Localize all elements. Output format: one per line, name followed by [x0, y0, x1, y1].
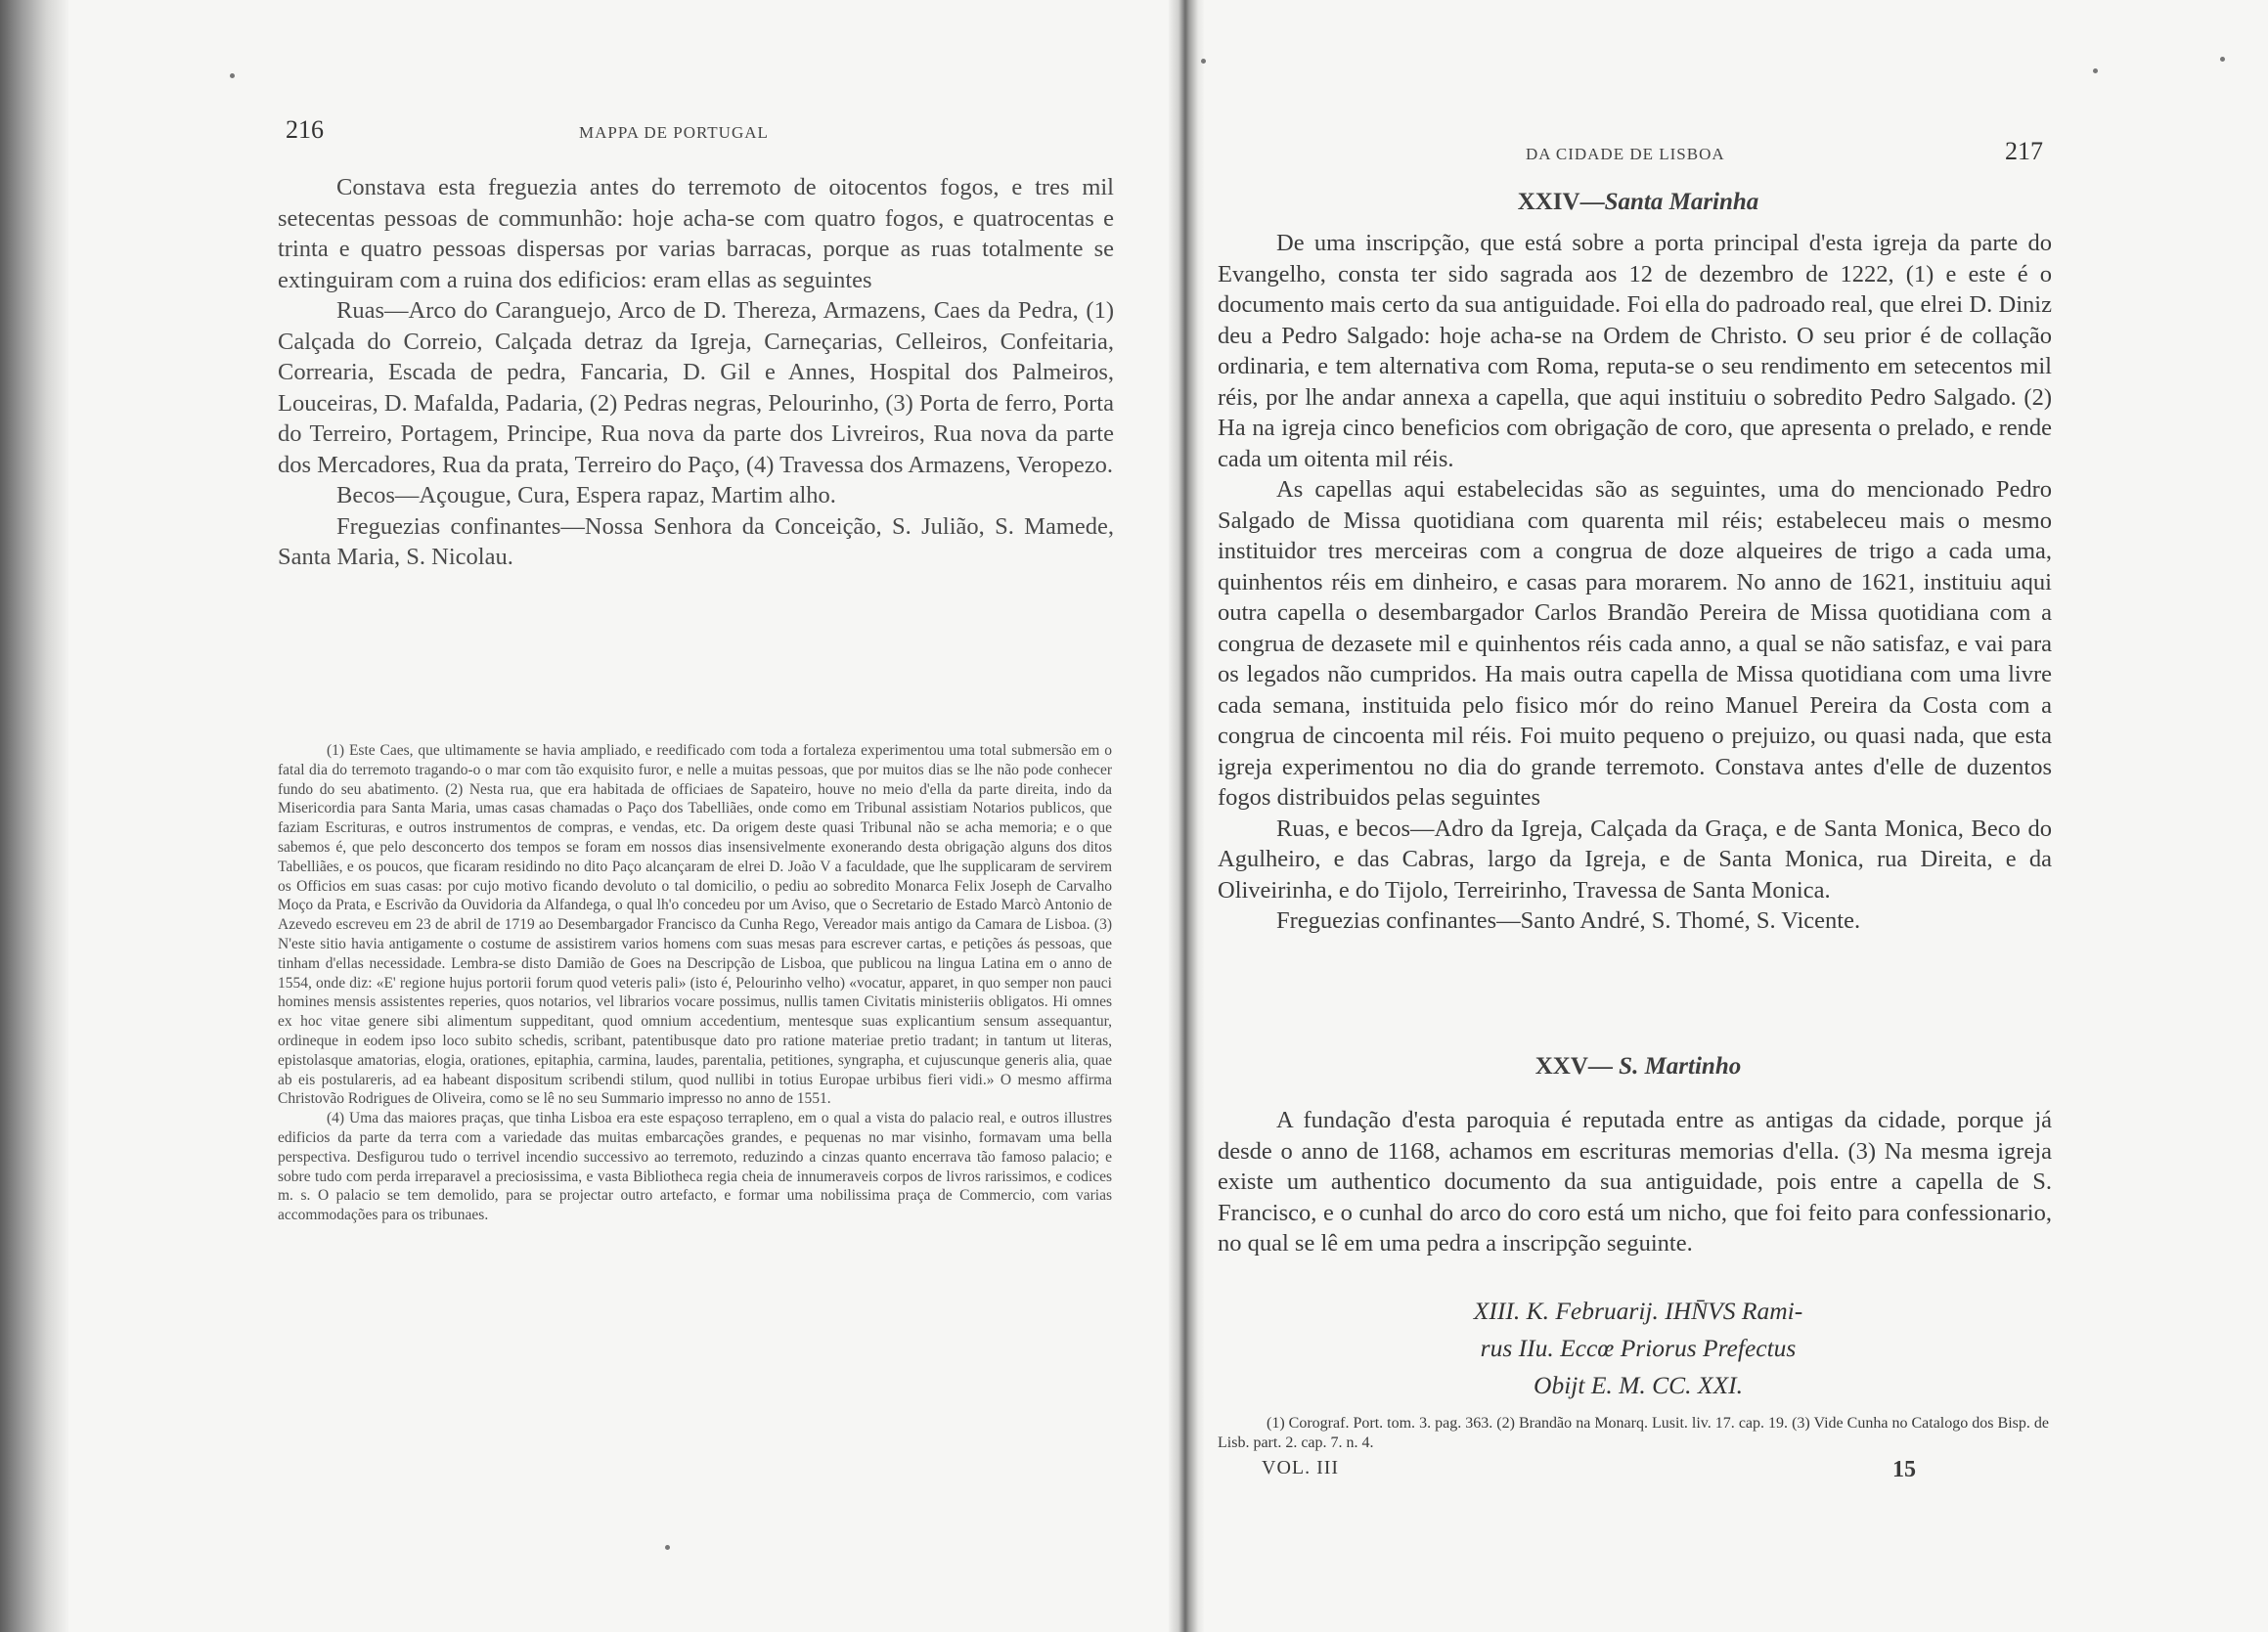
inscription-line: Obijt E. M. CC. XXI. — [1534, 1371, 1743, 1399]
section-name: Santa Marinha — [1604, 189, 1759, 215]
page-number-left: 216 — [286, 115, 324, 144]
inscription-line: rus IIu. Eccœ Priorus Prefectus — [1480, 1334, 1797, 1362]
section-numeral: XXIV— — [1517, 189, 1605, 215]
paragraph: Becos—Açougue, Cura, Espera rapaz, Martim alho. — [336, 482, 836, 508]
scan-shadow-left — [0, 0, 68, 1632]
left-body-text — [278, 172, 1114, 573]
right-footnotes — [1218, 1414, 2049, 1453]
paragraph: Ruas—Arco do Caranguejo, Arco de D. Thereza, Armazens, Caes da Pedra, (1) Calçada do Correio, Calçada detraz da Igreja, Carneçarias, Celleiros, Confeitaria, Correaria, Escada de pedra, Fancaria, D. Gil e Annes, Hospital dos Palmeiros, Louceiras, D. Mafalda, Padaria, (2) Pedras negras, Pelourinho, (3) Porta de ferro, Porta do Terreiro, Portagem, Principe, Rua nova da parte dos Livreiros, Rua nova da parte dos Mercadores, Rua da prata, Terreiro do Paço, (4) Travessa dos Armazens, Veropezo. — [278, 297, 1114, 478]
footnote: (1) Corograf. Port. tom. 3. pag. 363. (2) Brandão na Monarq. Lusit. liv. 17. cap. 19. (3) Vide Cunha no Catalogo dos Bisp. de Lisb. part. 2. cap. 7. n. 4. — [1218, 1415, 2049, 1451]
inscription-line: XIII. K. Februarij. IHN̄VS Rami- — [1473, 1297, 1803, 1325]
paragraph: Freguezias confinantes—Santo André, S. Thomé, S. Vicente. — [1276, 907, 1861, 934]
paragraph: As capellas aqui estabelecidas são as seguintes, uma do mencionado Pedro Salgado de Missa quotidiana com quarenta mil réis; estabeleceu mais o mesmo instituidor tres merceiras com a congrua de doze alqueires de trigo a cada uma, quinhentos réis em dinheiro, e casas para morarem. No anno de 1621, instituiu aqui outra capella o desembargador Carlos Brandão Pereira de Missa quotidiana com a congrua de dezasete mil e quinhentos réis cada anno, a qual se não satisfaz, e vai para os legados não cumpridos. Ha mais outra capella de Missa quotidiana com uma livre cada semana, instituida pelo fisico mór do reino Manuel Pereira da Costa com a congrua de cincoenta mil réis. Foi muito pequeno o prejuizo, ou quasi nada, que esta igreja experimentou no dia do grande terremoto. Constava antes d'elle de duzentos fogos distribuidos pelas seguintes — [1218, 476, 2052, 811]
page-number-right: 217 — [2005, 137, 2043, 165]
section-heading-xxv — [1218, 1053, 2059, 1081]
paragraph: Constava esta freguezia antes do terremoto de oitocentos fogos, e tres mil setecentas pessoas de communhão: hoje acha-se com quatro fogos, e quatrocentas e trinta e quatro pessoas dispersas por varias barracas, porque as ruas totalmente se extinguiram com a ruina dos edificios: eram ellas as seguintes — [278, 174, 1114, 293]
footnote: (4) Uma das maiores praças, que tinha Lisboa era este espaçoso terrapleno, em o qual a vista do palacio real, e outros illustres edificios da parte da terra com a variedade das muitas embarcações grandes, e pequenas no mar visinho, formavam uma bella perspectiva. Desfigurou tudo o terrivel incendio successivo ao terremoto, reduzindo a cinzas quanto encerrava tão famoso palacio; e sobre tudo com perda irreparavel a preciosissima, e vasta Bibliotheca regia cheia de innumeraveis corpos de livros rarissimos, e codices m. s. O palacio se tem demolido, para se projectar outro artefacto, e formar uma nobilissima praça de Commercio, com varias accommodações para os tribunaes. — [278, 1110, 1112, 1224]
section-name: S. Martinho — [1619, 1053, 1742, 1080]
scan-speck — [230, 73, 235, 78]
paragraph: A fundação d'esta paroquia é reputada entre as antigas da cidade, porque já desde o anno de 1168, achamos em escrituras memorias d'ella. (3) Na mesma igreja existe um authentico documento da sua antiguidade, pois entre a capella de S. Francisco, e o cunhal do arco do coro está um nicho, que foi feito para confessionario, no qual se lê em uma pedra a inscripção seguinte. — [1218, 1107, 2052, 1257]
book-spine-gutter — [1169, 0, 1204, 1632]
paragraph: De uma inscripção, que está sobre a porta principal d'esta igreja da parte do Evangelho, consta ter sido sagrada aos 12 de dezembro de 1222, (1) e este é o documento mais certo da sua antiguidade. Foi ella do padroado real, que elrei D. Diniz deu a Pedro Salgado: hoje acha-se na Ordem de Christo. O seu prior é de collação ordinaria, e tem alternativa com Roma, reputa-se o seu rendimento em setecentos mil réis, por lhe andar annexa a capella, que aqui instituiu o sobredito Pedro Salgado. (2) Ha na igreja cinco beneficios com obrigação de coro, que apresenta o prelado, e rende cada um oitenta mil réis. — [1218, 230, 2052, 472]
running-title-left: MAPPA DE PORTUGAL — [579, 123, 769, 142]
volume-mark: VOL. III — [1262, 1457, 1340, 1478]
scan-speck — [1201, 59, 1206, 64]
left-running-head — [276, 115, 1117, 154]
right-body-text-xxiv — [1218, 228, 2052, 937]
footnote: (1) Este Caes, que ultimamente se havia ampliado, e reedificado com toda a fortaleza experimentou uma total submersão em o fatal dia do terremoto tragando-o o mar com tão exquisito furor, e nelle a muitas pessoas, que por muitos dias se lhe não pode conhecer fundo do seu abatimento. (2) Nesta rua, que era habitada de officiaes de Sapateiro, houve no meio d'ella da parte direita, indo da Misericordia para Santa Maria, umas casas chamadas o Paço dos Tabelliães, onde como em Tribunal assistiam Notarios publicos, que faziam Escrituras, e outros instrumentos de compras, e vendas, etc. Da origem deste quasi Tribunal não se acha memoria; e o que sabemos é, que pelo desconcerto dos tempos se foram em nossos dias insensivelmente exonerando desta obrigação alguns dos ditos Tabelliães, e os poucos, que ficaram residindo no dito Paço alcançaram de elrei D. João V a faculdade, que lhe supplicaram de servirem os Officios em suas casas: por cujo motivo ficando devoluto o tal domicilio, o pediu ao sobredito Monarca Felix Joseph de Carvalho Moço da Prata, e Escrivão da Ouvidoria da Alfandega, o qual lh'o concedeu por um Aviso, que o Secretario de Estado Marcò Antonio de Azevedo escreveu em 23 de abril de 1719 ao Desembargador Francisco da Cunha Rego, Vereador mais antigo da Camara de Lisboa. (3) N'este sitio havia antigamente o costume de assistirem varios homens com suas mesas para escrever cartas, e petições ás pessoas, que tinham d'ellas necessidade. Lembra-se disto Damião de Goes na Descripção de Lisboa, que publicou na lingua Latina em o anno de 1554, onde diz: «E' regione hujus portorii forum quod veteris pali» (isto é, Pelourinho velho) «vocatur, apparet, in quo semper non pauci homines mensis assistentes reperies, quos notarios, vel librarios vocare possimus, nullis tamen Civitatis ministeriis obligatos. Hi omnes ex hoc vitae genere sibi alimentum suppeditant, quod omnium accedentium, mentesque suas explicantium sensum assequantur, ordineque in eodem ipso loco subito schedis, scribant, patentibusque dato pro ratione materiae pretio tradant; in tantum ut literas, epistolasque amatorias, elogia, orationes, epitaphia, carmina, laudes, parentalia, petitiones, syngrapha, et cujuscunque generis alia, quae ab eis postulareris, ad ea habeant dispositum scribendi stilum, quod nullibi in totius Europae urbibus fieri vidi.» O mesmo affirma Christovão Rodrigues de Oliveira, como se lê no seu Summario impresso no anno de 1551. — [278, 742, 1112, 1108]
paragraph: Freguezias confinantes—Nossa Senhora da Conceição, S. Julião, S. Mamede, Santa Maria, S. Nicolau. — [278, 512, 1114, 570]
section-numeral: XXV— — [1534, 1053, 1620, 1080]
left-page — [276, 0, 1117, 1632]
section-heading-xxiv — [1218, 189, 2059, 216]
running-title-right: DA CIDADE DE LISBOA — [1526, 145, 1725, 163]
latin-inscription — [1218, 1293, 2059, 1404]
left-footnotes — [278, 741, 1112, 1225]
paragraph: Ruas, e becos—Adro da Igreja, Calçada da Graça, e de Santa Monica, Beco do Agulheiro, e das Cabras, largo da Igreja, e de Santa Monica, rua Direita, e da Oliveirinha, e do Tijolo, Terreirinho, Travessa de Santa Monica. — [1218, 815, 2052, 904]
right-body-text-xxv — [1218, 1105, 2052, 1259]
right-running-head — [1218, 115, 2059, 165]
scan-speck — [2220, 57, 2225, 62]
printer-signature — [1218, 1457, 2059, 1490]
sheet-number: 15 — [1892, 1457, 1916, 1482]
scan-speck — [2093, 68, 2098, 73]
right-page — [1218, 0, 2059, 1632]
